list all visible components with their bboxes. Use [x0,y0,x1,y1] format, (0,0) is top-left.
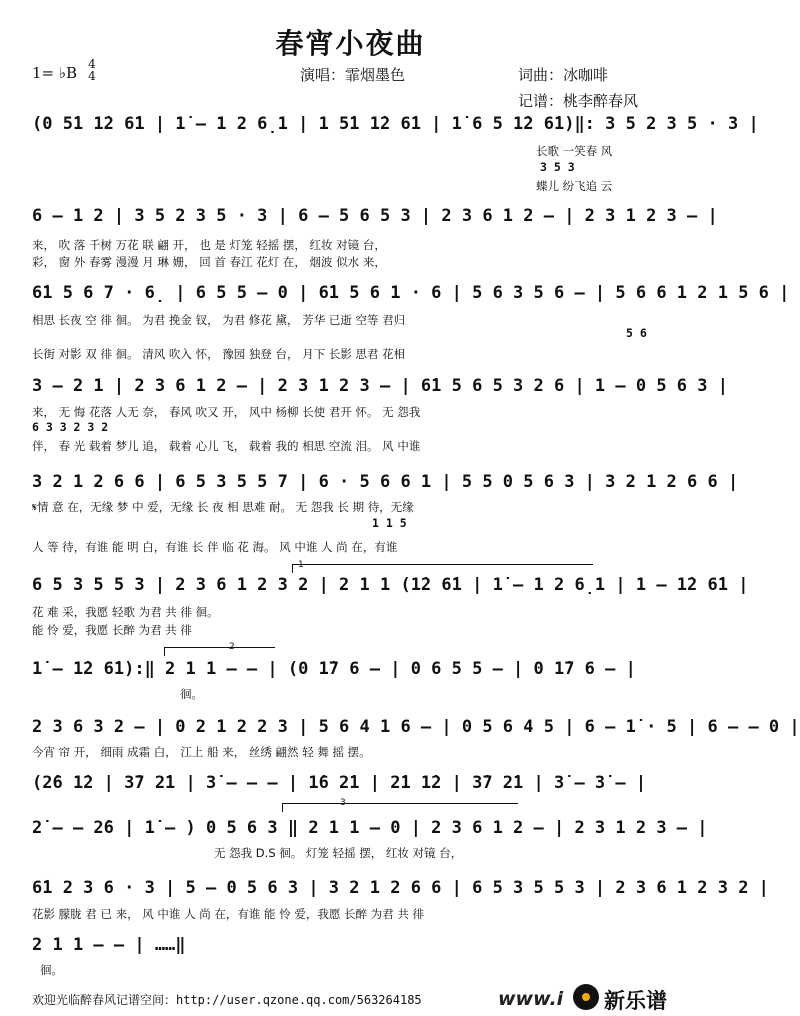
lyric-line-3b: 5 6 [626,326,647,340]
lyric-line-10a: 无 怨我 D.S 徊。 灯笼 轻摇 摆， 红妆 对镜 台， [214,846,463,860]
volta-bracket-1 [292,564,593,573]
volta-number-1: 1 [298,560,304,570]
volta-number-2: 2 [229,642,235,652]
logo-text: 新乐谱 [604,989,667,1013]
volta-bracket-3 [282,803,518,812]
footer-link-text: 欢迎光临醉春风记谱空间：http://user.qzone.qq.com/563264185 [32,993,422,1007]
notation-line-5: 3 2 1 2 6 6 | 6 5 3 5 5 7 | 6 · 5 6 6 1 | 5 5 0 5 6 3 | 3 2 1 2 6 6 | [32,472,739,492]
singer-credit: 演唱：霏烟墨色 [300,66,406,84]
notation-line-2: 6 – 1 2 | 3 5 2 3 5 · 3 | 6 – 5 6 5 3 | 2 3 6 1 2 – | 2 3 1 2 3 – | [32,206,718,226]
notation-line-6: 6 5 3 5 5 3 | 2 3 6 1 2 3 2 | 2 1 1 (1̇2 6̇1 | 1̇ – 1 2 6̣1 | 1 – 1̇2 6̇1 | [32,575,749,595]
lyric-line-2a: 来， 吹 落 千树 万花 联 翩 开， 也 是 灯笼 轻摇 摆， 红妆 对镜 台， [32,238,386,252]
lyric-line-6a: 花 难 采，我愿 轻歌 为君 共 徘 徊。 [32,605,219,619]
notation-line-1: (0 5̇1 1̇2 6̇1 | 1̇ – 1 2 6̣1 | 1 5̇1 1̇2 6̇1 | 1̇ 6 5 1̇2 6̇1)‖: 3 5 2 3 5 · 3 | [32,114,759,134]
transcriber-credit: 记谱：桃李醉春风 [518,92,639,110]
lyric-line-4b: 6 3 3 2 3 2 [32,420,109,434]
music-disc-icon [573,984,599,1010]
lyric-line-12a: 徊。 [40,963,63,977]
volta-number-3: 3 [340,798,346,808]
time-signature-top: 4 [88,57,96,71]
lyric-line-5a: 𝄋情 意 在，无缘 梦 中 爱，无缘 长 夜 相 思难 耐。 无 怨我 长 期 待，无缘 [32,500,414,514]
notation-line-3: 6̇1 5 6 7 · 6̣ | 6 5 5 – 0 | 6̇1 5 6 1 · 6 | 5 6 3 5 6 – | 5 6 6 1 2 1 5 6 | [32,283,790,303]
notation-line-10: 2̇ – – 2̇6 | 1̇ – ) 0 5 6 3 ‖ 2 1 1 – 0 | 2 3 6 1 2 – | 2 3 1 2 3 – | [32,818,708,838]
notation-line-4: 3 – 2 1 | 2 3 6 1 2 – | 2 3 1 2 3 – | 6̇1 5 6 5 3 2 6 | 1 – 0 5 6 3 | [32,376,728,396]
watermark-text: www.i [498,988,564,1010]
notation-line-9: (2̇6 1̇2 | 3̇7 2̇1 | 3̇ – – – | 1̇6 2̇1 | 2̇1 1̇2 | 3̇7 2̇1 | 3̇ – 3̇ – | [32,773,647,793]
lyric-line-1a: 长歌 一笑春 风 [536,144,613,158]
lyric-line-4a: 来， 无 悔 花落 人无 奈， 春风 吹又 开， 风中 杨柳 长使 君开 怀。 无 怨我 [32,405,421,419]
notation-line-8: 2 3 6 3 2 – | 0 2 1 2 2 3 | 5 6 4 1 6 – | 0 5 6 4 5 | 6 – 1̇ · 5 | 6 – – 0 | [32,717,800,737]
lyric-line-5c: 人 等 待，有谁 能 明 白，有谁 长 伴 临 花 海。 风 中谁 人 尚 在，有谁 [32,540,398,554]
time-signature-bottom: 4 [88,69,96,83]
lyric-line-1b: 3 5 3 [540,160,575,174]
lyric-line-3c: 长街 对影 双 徘 徊。 清风 吹入 怀， 豫园 独登 台， 月下 长影 思君 花相 [32,347,406,361]
key-signature: 1= ♭B [32,64,77,82]
lyric-line-4c: 伴， 春 光 载着 梦儿 追， 载着 心儿 飞， 载着 我的 相思 空流 泪。 风 中谁 [32,439,421,453]
lyric-line-1c: 蝶儿 纷飞追 云 [536,179,613,193]
lyric-line-3a: 相思 长夜 空 徘 徊。 为君 挽金 钗， 为君 修花 黛， 芳华 已逝 空等 君归 [32,313,406,327]
lyric-line-7a: 徊。 [180,687,203,701]
time-signature [86,58,98,82]
lyric-line-2b: 彩， 窗 外 春雾 漫漫 月 琳 姗， 回 首 春江 花灯 在， 烟波 似水 来， [32,255,386,269]
lyricist-credit: 词曲：冰咖啡 [518,66,609,84]
notation-line-11: 6̇1 2 3 6 · 3 | 5 – 0 5 6 3 | 3 2 1 2 6 6 | 6 5 3 5 5 3 | 2 3 6 1 2 3 2 | [32,878,769,898]
song-title: 春宵小夜曲 [275,27,426,60]
lyric-line-5b: 1 1 5 [372,516,407,530]
lyric-line-8a: 今宵 帘 开， 细雨 成霜 白， 江上 船 来， 丝绣 翩然 轻 舞 摇 摆。 [32,745,371,759]
lyric-line-11a: 花影 朦胧 君 已 来， 风 中谁 人 尚 在，有谁 能 怜 爱，我愿 长醉 为君 共 徘 [32,907,424,921]
volta-bracket-2 [164,647,275,656]
lyric-line-6b: 能 怜 爱，我愿 长醉 为君 共 徘 [32,623,192,637]
notation-line-12: 2 1 1 – – | ……‖ [32,935,186,955]
notation-line-7: 1̇ – 1̇2 6̇1):‖ 2 1 1 – – | (0 1̇7 6 – | 0 6 5 5 – | 0 1̇7 6 – | [32,659,636,679]
